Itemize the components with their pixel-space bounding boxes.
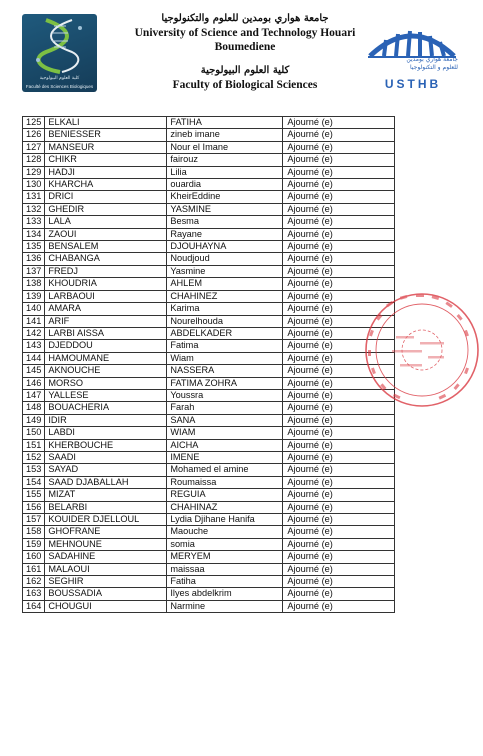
table-row xyxy=(23,228,395,240)
result-cell: Ajourné (e) xyxy=(283,365,395,377)
table-row xyxy=(23,414,395,426)
result-cell: Ajourné (e) xyxy=(283,117,395,129)
university-name-english-line2: Boumediene xyxy=(214,41,276,53)
row-number: 139 xyxy=(23,290,45,302)
last-name-cell: LABDI xyxy=(45,427,167,439)
row-number: 155 xyxy=(23,489,45,501)
last-name-cell: DRICI xyxy=(45,191,167,203)
table-row xyxy=(23,166,395,178)
table-row xyxy=(23,365,395,377)
first-name-cell: Narmine xyxy=(167,600,283,612)
result-cell: Ajourné (e) xyxy=(283,191,395,203)
last-name-cell: SAAD DJABALLAH xyxy=(45,476,167,488)
first-name-cell: FATIMA ZOHRA xyxy=(167,377,283,389)
result-cell: Ajourné (e) xyxy=(283,253,395,265)
result-cell: Ajourné (e) xyxy=(283,154,395,166)
arches-icon xyxy=(364,22,460,58)
result-cell: Ajourné (e) xyxy=(283,476,395,488)
last-name-cell: SAYAD xyxy=(45,464,167,476)
result-cell: Ajourné (e) xyxy=(283,278,395,290)
first-name-cell: SANA xyxy=(167,414,283,426)
result-cell: Ajourné (e) xyxy=(283,377,395,389)
last-name-cell: LARBAOUI xyxy=(45,290,167,302)
row-number: 147 xyxy=(23,389,45,401)
row-number: 133 xyxy=(23,216,45,228)
result-cell: Ajourné (e) xyxy=(283,576,395,588)
table-row xyxy=(23,476,395,488)
faculty-logo-arabic: كلية العلوم البيولوجية xyxy=(39,76,80,81)
result-cell: Ajourné (e) xyxy=(283,290,395,302)
table-row xyxy=(23,352,395,364)
row-number: 148 xyxy=(23,402,45,414)
table-row xyxy=(23,327,395,339)
last-name-cell: MANSEUR xyxy=(45,141,167,153)
table-row xyxy=(23,253,395,265)
result-cell: Ajourné (e) xyxy=(283,340,395,352)
result-cell: Ajourné (e) xyxy=(283,203,395,215)
result-cell: Ajourné (e) xyxy=(283,179,395,191)
faculty-name-arabic: كلية العلوم البيولوجية xyxy=(200,65,290,76)
table-row xyxy=(23,129,395,141)
first-name-cell: Besma xyxy=(167,216,283,228)
result-cell: Ajourné (e) xyxy=(283,241,395,253)
row-number: 131 xyxy=(23,191,45,203)
table-row xyxy=(23,514,395,526)
last-name-cell: CHOUGUI xyxy=(45,600,167,612)
last-name-cell: DJEDDOU xyxy=(45,340,167,352)
first-name-cell: REGUIA xyxy=(167,489,283,501)
row-number: 163 xyxy=(23,588,45,600)
result-cell: Ajourné (e) xyxy=(283,427,395,439)
row-number: 140 xyxy=(23,303,45,315)
table-row xyxy=(23,526,395,538)
row-number: 162 xyxy=(23,576,45,588)
university-logo xyxy=(364,22,460,94)
result-cell: Ajourné (e) xyxy=(283,526,395,538)
dna-helix-icon xyxy=(22,14,97,76)
first-name-cell: maissaa xyxy=(167,563,283,575)
document-header xyxy=(100,12,390,92)
last-name-cell: ARIF xyxy=(45,315,167,327)
table-row xyxy=(23,439,395,451)
row-number: 130 xyxy=(23,179,45,191)
first-name-cell: somia xyxy=(167,538,283,550)
last-name-cell: FREDJ xyxy=(45,265,167,277)
row-number: 149 xyxy=(23,414,45,426)
table-row xyxy=(23,576,395,588)
last-name-cell: HADJI xyxy=(45,166,167,178)
table-row xyxy=(23,377,395,389)
last-name-cell: KOUIDER DJELLOUL xyxy=(45,514,167,526)
first-name-cell: WIAM xyxy=(167,427,283,439)
result-cell: Ajourné (e) xyxy=(283,228,395,240)
table-row xyxy=(23,154,395,166)
first-name-cell: Lydia Djihane Hanifa xyxy=(167,514,283,526)
table-row xyxy=(23,538,395,550)
row-number: 129 xyxy=(23,166,45,178)
table-row xyxy=(23,278,395,290)
last-name-cell: BENIESSER xyxy=(45,129,167,141)
table-row xyxy=(23,402,395,414)
faculty-logo-caption: Faculté des Sciences Biologiques xyxy=(25,84,94,89)
first-name-cell: Maouche xyxy=(167,526,283,538)
first-name-cell: ouardia xyxy=(167,179,283,191)
last-name-cell: BENSALEM xyxy=(45,241,167,253)
row-number: 153 xyxy=(23,464,45,476)
official-stamp xyxy=(358,286,480,414)
last-name-cell: KHARCHA xyxy=(45,179,167,191)
result-cell: Ajourné (e) xyxy=(283,303,395,315)
table-row xyxy=(23,551,395,563)
result-cell: Ajourné (e) xyxy=(283,451,395,463)
result-cell: Ajourné (e) xyxy=(283,352,395,364)
faculty-name-english: Faculty of Biological Sciences xyxy=(172,79,318,91)
row-number: 136 xyxy=(23,253,45,265)
table-row xyxy=(23,117,395,129)
row-number: 161 xyxy=(23,563,45,575)
last-name-cell: SEGHIR xyxy=(45,576,167,588)
row-number: 128 xyxy=(23,154,45,166)
result-cell: Ajourné (e) xyxy=(283,588,395,600)
first-name-cell: IMENE xyxy=(167,451,283,463)
first-name-cell: Nourelhouda xyxy=(167,315,283,327)
last-name-cell: KHOUDRIA xyxy=(45,278,167,290)
result-cell: Ajourné (e) xyxy=(283,514,395,526)
last-name-cell: MORSO xyxy=(45,377,167,389)
row-number: 158 xyxy=(23,526,45,538)
table-row xyxy=(23,141,395,153)
row-number: 132 xyxy=(23,203,45,215)
table-row xyxy=(23,216,395,228)
first-name-cell: Farah xyxy=(167,402,283,414)
last-name-cell: AMARA xyxy=(45,303,167,315)
row-number: 141 xyxy=(23,315,45,327)
first-name-cell: Rayane xyxy=(167,228,283,240)
first-name-cell: fairouz xyxy=(167,154,283,166)
first-name-cell: YASMINE xyxy=(167,203,283,215)
first-name-cell: ABDELKADER xyxy=(167,327,283,339)
table-row xyxy=(23,600,395,612)
row-number: 145 xyxy=(23,365,45,377)
last-name-cell: ELKALI xyxy=(45,117,167,129)
first-name-cell: DJOUHAYNA xyxy=(167,241,283,253)
first-name-cell: AICHA xyxy=(167,439,283,451)
first-name-cell: Nour el Imane xyxy=(167,141,283,153)
row-number: 151 xyxy=(23,439,45,451)
first-name-cell: Lilia xyxy=(167,166,283,178)
table-row xyxy=(23,464,395,476)
last-name-cell: AKNOUCHE xyxy=(45,365,167,377)
row-number: 159 xyxy=(23,538,45,550)
results-table xyxy=(22,116,395,613)
first-name-cell: Fatiha xyxy=(167,576,283,588)
last-name-cell: LALA xyxy=(45,216,167,228)
last-name-cell: MEHNOUNE xyxy=(45,538,167,550)
first-name-cell: Mohamed el amine xyxy=(167,464,283,476)
row-number: 137 xyxy=(23,265,45,277)
last-name-cell: YALLESE xyxy=(45,389,167,401)
last-name-cell: CHIKR xyxy=(45,154,167,166)
result-cell: Ajourné (e) xyxy=(283,315,395,327)
first-name-cell: FATIHA xyxy=(167,117,283,129)
last-name-cell: ZAOUI xyxy=(45,228,167,240)
row-number: 142 xyxy=(23,327,45,339)
row-number: 152 xyxy=(23,451,45,463)
table-row xyxy=(23,389,395,401)
last-name-cell: GHEDIR xyxy=(45,203,167,215)
table-row xyxy=(23,340,395,352)
row-number: 126 xyxy=(23,129,45,141)
first-name-cell: CHAHINAZ xyxy=(167,501,283,513)
table-row xyxy=(23,315,395,327)
last-name-cell: SADAHINE xyxy=(45,551,167,563)
first-name-cell: Yasmine xyxy=(167,265,283,277)
row-number: 156 xyxy=(23,501,45,513)
result-cell: Ajourné (e) xyxy=(283,166,395,178)
result-cell: Ajourné (e) xyxy=(283,129,395,141)
table-row xyxy=(23,179,395,191)
last-name-cell: MALAOUI xyxy=(45,563,167,575)
last-name-cell: BELARBI xyxy=(45,501,167,513)
result-cell: Ajourné (e) xyxy=(283,600,395,612)
row-number: 127 xyxy=(23,141,45,153)
first-name-cell: MERYEM xyxy=(167,551,283,563)
last-name-cell: LARBI AISSA xyxy=(45,327,167,339)
result-cell: Ajourné (e) xyxy=(283,551,395,563)
first-name-cell: zineb imane xyxy=(167,129,283,141)
table-row xyxy=(23,451,395,463)
table-row xyxy=(23,191,395,203)
first-name-cell: Ilyes abdelkrim xyxy=(167,588,283,600)
last-name-cell: KHERBOUCHE xyxy=(45,439,167,451)
first-name-cell: Roumaissa xyxy=(167,476,283,488)
first-name-cell: CHAHINEZ xyxy=(167,290,283,302)
result-cell: Ajourné (e) xyxy=(283,327,395,339)
table-row xyxy=(23,427,395,439)
row-number: 160 xyxy=(23,551,45,563)
table-row xyxy=(23,265,395,277)
last-name-cell: GHOFRANE xyxy=(45,526,167,538)
table-row xyxy=(23,563,395,575)
faculty-logo xyxy=(22,14,97,92)
row-number: 125 xyxy=(23,117,45,129)
result-cell: Ajourné (e) xyxy=(283,538,395,550)
result-cell: Ajourné (e) xyxy=(283,563,395,575)
first-name-cell: Fatima xyxy=(167,340,283,352)
result-cell: Ajourné (e) xyxy=(283,439,395,451)
last-name-cell: BOUACHERIA xyxy=(45,402,167,414)
first-name-cell: Youssra xyxy=(167,389,283,401)
table-row xyxy=(23,588,395,600)
university-name-arabic: جامعة هواري بومدين للعلوم والتكنولوجيا xyxy=(161,13,329,24)
result-cell: Ajourné (e) xyxy=(283,402,395,414)
last-name-cell: BOUSSADIA xyxy=(45,588,167,600)
university-name-english-line1: University of Science and Technology Houari xyxy=(134,27,356,39)
result-cell: Ajourné (e) xyxy=(283,464,395,476)
first-name-cell: Noudjoud xyxy=(167,253,283,265)
last-name-cell: HAMOUMANE xyxy=(45,352,167,364)
last-name-cell: CHABANGA xyxy=(45,253,167,265)
result-cell: Ajourné (e) xyxy=(283,141,395,153)
row-number: 154 xyxy=(23,476,45,488)
last-name-cell: SAADI xyxy=(45,451,167,463)
result-cell: Ajourné (e) xyxy=(283,501,395,513)
row-number: 146 xyxy=(23,377,45,389)
row-number: 143 xyxy=(23,340,45,352)
table-row xyxy=(23,290,395,302)
first-name-cell: Wiam xyxy=(167,352,283,364)
result-cell: Ajourné (e) xyxy=(283,489,395,501)
row-number: 157 xyxy=(23,514,45,526)
result-cell: Ajourné (e) xyxy=(283,265,395,277)
row-number: 144 xyxy=(23,352,45,364)
table-row xyxy=(23,489,395,501)
result-cell: Ajourné (e) xyxy=(283,414,395,426)
last-name-cell: IDIR xyxy=(45,414,167,426)
table-row xyxy=(23,303,395,315)
row-number: 138 xyxy=(23,278,45,290)
last-name-cell: MIZAT xyxy=(45,489,167,501)
results-table-body xyxy=(23,117,395,613)
first-name-cell: NASSERA xyxy=(167,365,283,377)
result-cell: Ajourné (e) xyxy=(283,389,395,401)
first-name-cell: Karima xyxy=(167,303,283,315)
row-number: 134 xyxy=(23,228,45,240)
row-number: 135 xyxy=(23,241,45,253)
table-row xyxy=(23,241,395,253)
row-number: 164 xyxy=(23,600,45,612)
first-name-cell: KheirEddine xyxy=(167,191,283,203)
table-row xyxy=(23,203,395,215)
first-name-cell: AHLEM xyxy=(167,278,283,290)
row-number: 150 xyxy=(23,427,45,439)
result-cell: Ajourné (e) xyxy=(283,216,395,228)
university-logo-arabic: جامعة هواري بومدين للعلوم و التكنولوجيا xyxy=(406,56,458,71)
table-row xyxy=(23,501,395,513)
university-logo-acronym: USTHB xyxy=(384,77,442,91)
